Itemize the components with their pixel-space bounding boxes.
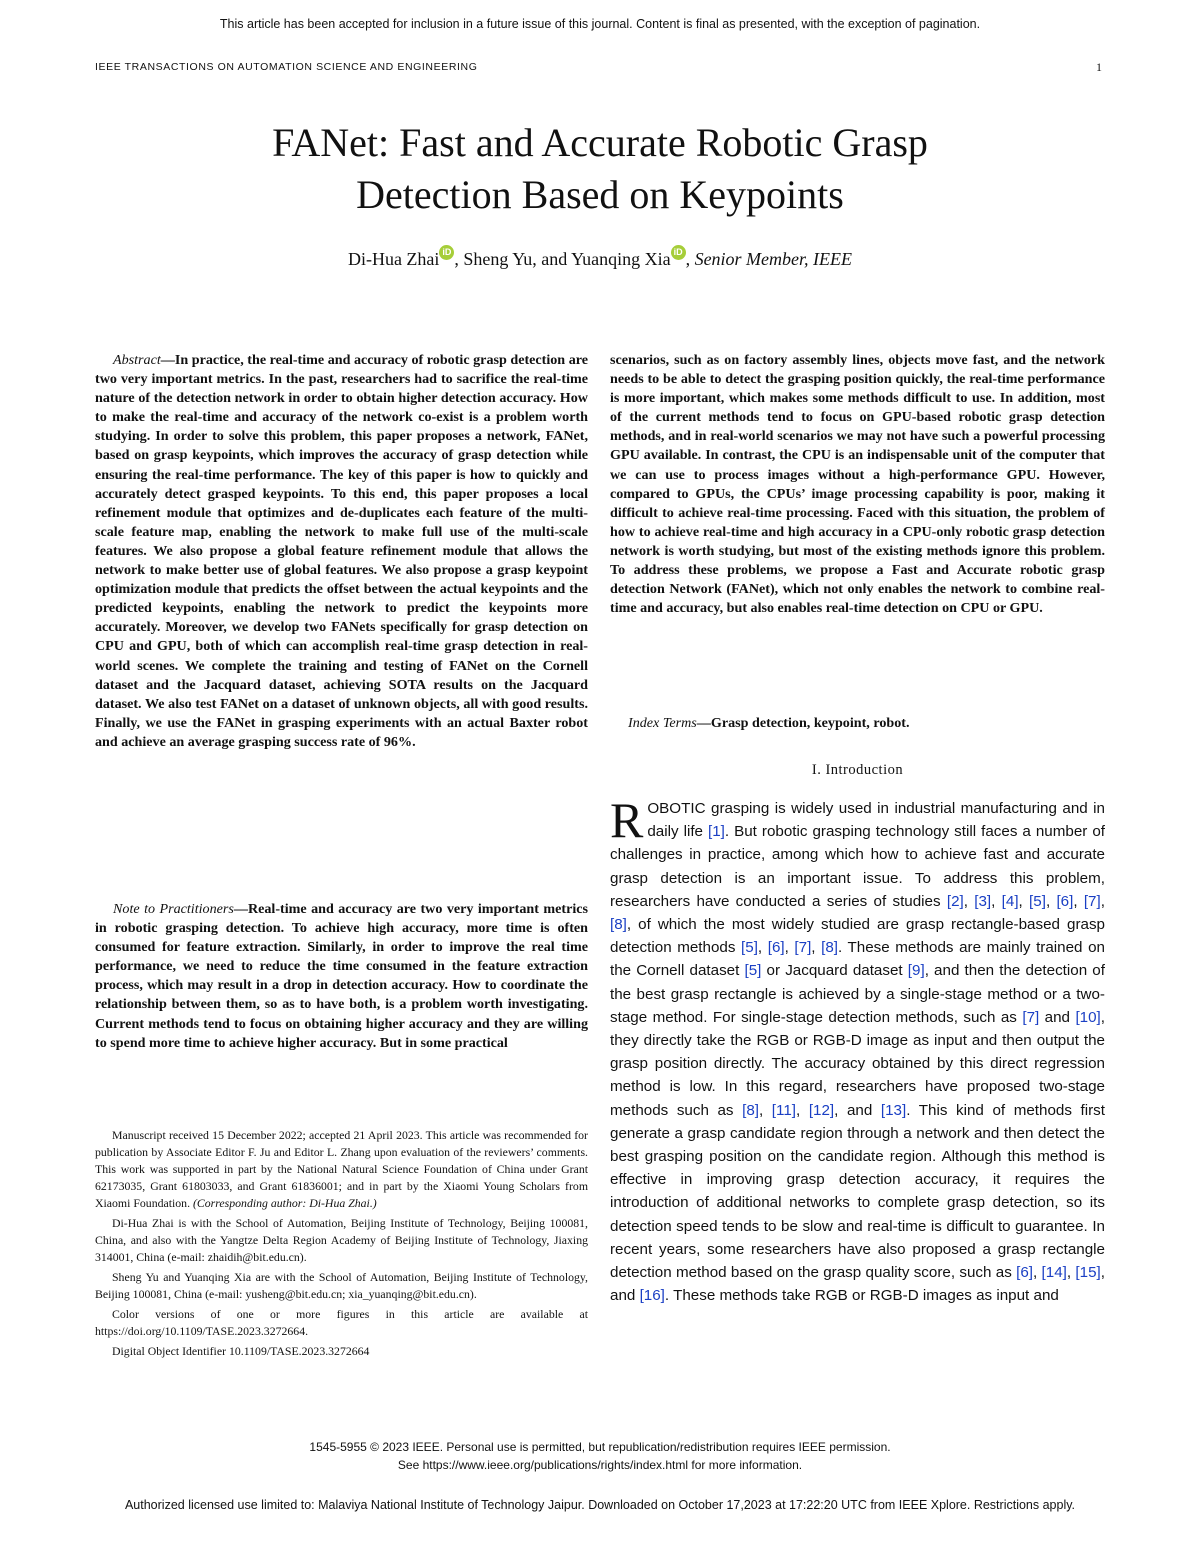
practitioners-continuation: scenarios, such as on factory assembly lines, objects move fast, and the network needs to be able to detect the grasping position quickly, the real-time performance is more important, which makes some methods difficult to use. In addition, most of the current methods tend to focus on GPU-based robotic grasp detection methods, and in real-world scenarios we may not have such a powerful processing GPU available. In contrast, the CPU is an indispensable unit of the computer that we can use to process images without a high-performance GPU. However, compared to GPUs, the CPUs’ image processing capability is poor, making it difficult to achieve real-time processing. Faced with this situation, the problem of how to achieve real-time and high accuracy in a CPU-only robotic grasp detection network is worth studying, but most of the existing methods ignore this problem. To address these problems, we propose a Fast and Accurate robotic grasp detection Network (FANet), which not only enables the network to combine real-time and accuracy, but also enables real-time detection on CPU or GPU. (610, 352, 1105, 617)
abstract (95, 351, 588, 752)
footnote-doi: Digital Object Identifier 10.1109/TASE.2023.3272664 (112, 1344, 370, 1358)
intro-text: , (1033, 1264, 1042, 1282)
intro-text: , (796, 1101, 809, 1119)
intro-text: and (1039, 1008, 1076, 1026)
footnote-divider (95, 1117, 588, 1119)
citation-link[interactable]: [14] (1041, 1264, 1067, 1282)
citation-link[interactable]: [5] (741, 939, 758, 957)
footnote-affiliation-2: Sheng Yu and Yuanqing Xia are with the School of Automation, Beijing Institute of Technology, Beijing 100081, China (e-mail: yusheng@bit.edu.cn; xia_yuanqing@bit.edu.cn). (95, 1270, 588, 1301)
intro-text: or Jacquard dataset (761, 962, 908, 980)
intro-text: , (759, 1101, 772, 1119)
footnotes (95, 1127, 588, 1363)
footnote-manuscript: Manuscript received 15 December 2022; accepted 21 April 2023. This article was recommended for publication by Associate Editor F. Ju and Editor L. Zhang upon evaluation of the reviewers’ comments. This work was supported in part by the National Natural Science Foundation of China under Grant 62173035, Grant 61803033, and Grant 61836001; and in part by the Xiaomi Young Scholars from Xiaomi Foundation. (Corresponding author: Di-Hua Zhai.) (95, 1128, 588, 1210)
intro-text: . But robotic grasping technology still faces a number of challenges in practice, among which how to achieve fast and accurate grasp detection is an important issue. To address this problem, researchers have conducted a series of studies (610, 823, 1105, 910)
citation-link[interactable]: [6] (1016, 1264, 1033, 1282)
title-line-2: Detection Based on Keypoints (356, 172, 844, 217)
orcid-icon[interactable]: iD (439, 245, 454, 260)
intro-text: . This kind of methods first generate a grasp candidate region through a network and then detect the best grasping position on the candidate region. Although this method is effective in improving grasp detection accuracy, it requires the introduction of additional networks to complete grasp detection, so its detection speed tends to be slow and real-time is difficult to guarantee. In recent years, some researchers have also proposed a grasp rectangle detection method based on the grasp quality score, such as (610, 1101, 1105, 1282)
intro-text: , (991, 892, 1002, 910)
citation-link[interactable]: [16] (639, 1287, 665, 1305)
citation-link[interactable]: [11] (771, 1101, 797, 1119)
intro-text: , (1073, 892, 1084, 910)
citation-link[interactable]: [5] (1029, 892, 1046, 910)
index-terms-label: Index Terms (628, 715, 697, 731)
copyright-line-2: See https://www.ieee.org/publications/rights/index.html for more information. (397, 1458, 803, 1472)
intro-text: , (1045, 892, 1057, 910)
paper-title (100, 117, 1100, 221)
practitioners-label: Note to Practitioners (113, 901, 234, 917)
intro-text: , and (610, 1264, 1105, 1305)
abstract-text: —In practice, the real-time and accuracy of robotic grasp detection are two very important metrics. In the past, researchers had to sacrifice the real-time nature of the detection network in order to obtain higher detection accuracy. How to make the real-time and accuracy of the network co-exist is a problem worth studying. In order to solve this problem, this paper proposes a network, FANet, based on grasp keypoints, which improves the accuracy of grasp detection while ensuring the real-time performance. The key of this paper is how to quickly and accurately detect grasped keypoints. To this end, this paper proposes a local refinement module that optimizes and de-duplicates each feature of the multi-scale feature map, enabling the network to make full use of the multi-scale features. We also propose a global feature refinement module that allows the network to make better use of global features. We also propose a grasp keypoint optimization module that predicts the offset between the actual keypoints and the predicted keypoints, enabling the network to predict the keypoints more accurately. Moreover, we develop two FANets specifically for grasp detection on CPU and GPU, both of which can accomplish real-time grasp detection in real-world scenes. We complete the training and testing of FANet on the Cornell dataset and the Jacquard dataset, achieving SOTA results on the Jacquard dataset. We also test FANet on a dataset of unknown objects, all with good results. Finally, we use the FANet in grasping experiments with an actual Baxter robot and achieve an average grasping success rate of 96%. (95, 352, 588, 750)
authorized-use-notice: Authorized licensed use limited to: Malaviya National Institute of Technology Jaipur. Downloaded on October 17,2023 at 17:22:20 UTC from IEEE Xplore. Restrictions apply. (124, 1498, 1076, 1512)
intro-text: , they directly take the RGB or RGB-D image as input and then output the grasp position directly. The accuracy obtained by this direct regression method is low. In this regard, researchers have proposed two-stage methods such as (610, 1008, 1106, 1119)
footnote-affiliation-1: Di-Hua Zhai is with the School of Automation, Beijing Institute of Technology, Beijing 100081, China, and also with the Yangtze Delta Region Academy of Beijing Institute of Technology, Jiaxing 314001, China (e-mail: zhaidih@bit.edu.cn). (95, 1216, 588, 1264)
intro-text: , (1066, 1264, 1076, 1282)
citation-link[interactable]: [8] (821, 939, 838, 957)
citation-link[interactable]: [8] (610, 916, 627, 934)
citation-link[interactable]: [6] (1056, 892, 1074, 910)
introduction-paragraph (610, 792, 1106, 1307)
author-membership: Senior Member, IEEE (694, 249, 853, 269)
footnote-color: Color versions of one or more figures in this article are available at https://doi.org/10.1109/TASE.2023.3272664. (95, 1307, 588, 1338)
practitioners-text: —Real-time and accuracy are two very important metrics in robotic grasping detection. To achieve high accuracy, more time is often consumed for feature extraction. Similarly, in order to improve the real time performance, we need to reduce the time consumed in the feature extraction process, which may result in a drop in detection accuracy. How to coordinate the relationship between them, so as to have both, is a problem worth investigating. Current methods tend to focus on obtaining higher accuracy and they are willing to spend more time to achieve higher accuracy. But in some practical (95, 901, 588, 1051)
intro-text: . These methods take RGB or RGB-D images as input and (664, 1287, 1059, 1305)
intro-text: , (1018, 892, 1030, 910)
citation-link[interactable]: [2] (946, 892, 964, 910)
author-names-rest: , Sheng Yu, and Yuanqing Xia (454, 249, 671, 269)
index-terms (610, 714, 1105, 733)
copyright-line-1: 1545-5955 © 2023 IEEE. Personal use is permitted, but republication/redistribution requires IEEE permission. (309, 1440, 891, 1454)
intro-text: . These methods are mainly trained on the Cornell dataset (610, 939, 1105, 980)
citation-link[interactable]: [10] (1075, 1008, 1101, 1026)
citation-link[interactable]: [7] (794, 939, 812, 957)
running-head: IEEE TRANSACTIONS ON AUTOMATION SCIENCE AND ENGINEERING (95, 61, 478, 73)
intro-text: , of which the most widely studied are grasp rectangle-based grasp detection methods (610, 916, 1105, 957)
citation-link[interactable]: [15] (1075, 1264, 1101, 1282)
citation-link[interactable]: [13] (880, 1101, 907, 1119)
citation-link[interactable]: [7] (1083, 892, 1101, 910)
citation-link[interactable]: [1] (708, 823, 725, 841)
dropcap: R (610, 792, 644, 848)
citation-link[interactable]: [9] (907, 962, 925, 980)
introduction-body (610, 792, 1106, 1305)
intro-text: , and then the detection of the best grasp rectangle is achieved by a single-stage method or a two-stage method. For single-stage detection methods, such as (610, 962, 1105, 1026)
author-name: Di-Hua Zhai (347, 249, 440, 269)
copyright-notice (0, 1438, 1200, 1474)
orcid-icon[interactable]: iD (671, 245, 686, 260)
title-line-1: FANet: Fast and Accurate Robotic Grasp (272, 120, 928, 165)
index-terms-text: —Grasp detection, keypoint, robot. (696, 715, 910, 731)
abstract-label: Abstract (113, 352, 161, 368)
author-line: Di-Hua Zhai iD , Sheng Yu, and Yuanqing Xia iD , Senior Member, IEEE (347, 247, 853, 269)
citation-link[interactable]: [4] (1001, 892, 1019, 910)
intro-text: , (963, 892, 975, 910)
citation-link[interactable]: [3] (974, 892, 992, 910)
citation-link[interactable]: [12] (808, 1101, 835, 1119)
intro-text: , (811, 939, 822, 957)
citation-link[interactable]: [5] (744, 962, 762, 980)
citation-link[interactable]: [8] (742, 1101, 759, 1119)
citation-link[interactable]: [6] (767, 939, 785, 957)
page-number: 1 (1096, 60, 1102, 74)
intro-text: , (1100, 892, 1105, 910)
acceptance-notice: This article has been accepted for inclusion in a future issue of this journal. Content is final as presented, with the exception of pagination. (219, 17, 981, 31)
section-heading-introduction: I. Introduction (811, 762, 904, 778)
intro-text: , (784, 939, 795, 957)
intro-text: , (757, 939, 768, 957)
intro-text: , and (834, 1101, 881, 1119)
citation-link[interactable]: [7] (1022, 1008, 1040, 1026)
note-to-practitioners (95, 900, 588, 1053)
intro-text: OBOTIC grasping is widely used in industrial manufacturing and in daily life (647, 800, 1105, 841)
